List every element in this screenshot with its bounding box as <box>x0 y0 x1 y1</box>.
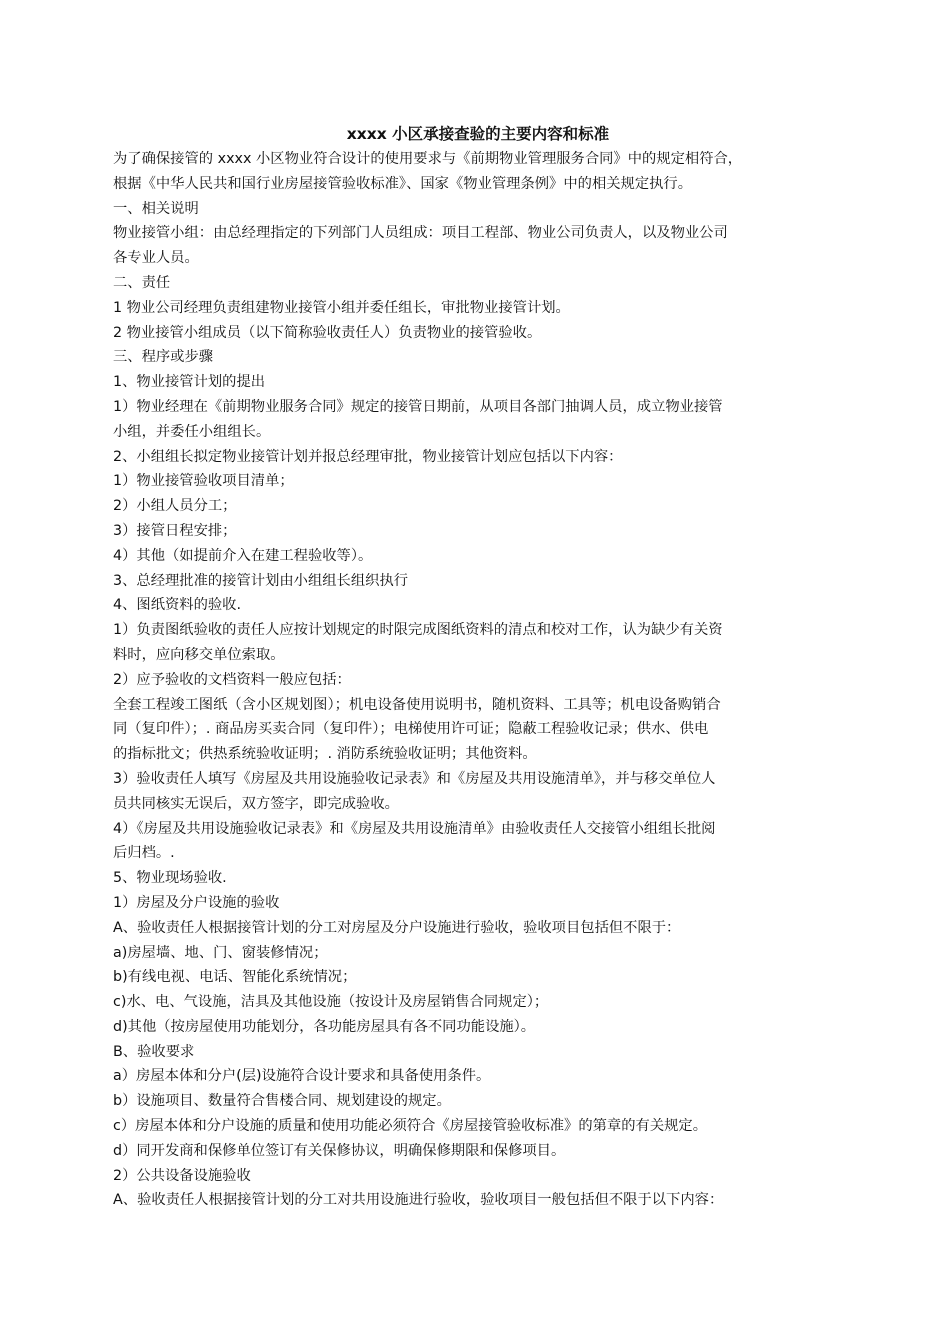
document-line: 1）物业经理在《前期物业服务合同》规定的接管日期前，从项目各部门抽调人员，成立物业接管 <box>113 398 723 415</box>
document-page <box>113 122 843 1213</box>
document-line: 2）应予验收的文档资料一般应包括： <box>113 671 351 688</box>
document-line: 同（复印件）；. 商品房买卖合同（复印件）；电梯使用许可证；隐蔽工程验收记录；供水、供电 <box>113 721 709 738</box>
document-line: 2）公共设备设施验收 <box>113 1167 251 1184</box>
document-line: 1 物业公司经理负责组建物业接管小组并委任组长，审批物业接管计划。 <box>113 299 570 316</box>
document-line: 为了确保接管的 xxxx 小区物业符合设计的使用要求与《前期物业管理服务合同》中的规定相符合， <box>113 151 743 167</box>
document-line: 二、责任 <box>113 274 171 291</box>
document-line: 1）房屋及分户设施的验收 <box>113 894 280 911</box>
document-line: c)水、电、气设施，洁具及其他设施（按设计及房屋销售合同规定）； <box>113 994 549 1011</box>
document-line: A、验收责任人根据接管计划的分工对共用设施进行验收，验收项目一般包括但不限于以下内容： <box>113 1192 724 1209</box>
document-title: xxxx 小区承接查验的主要内容和标准 <box>346 125 610 143</box>
document-line: 的指标批文；供热系统验收证明；. 消防系统验收证明；其他资料。 <box>113 746 537 763</box>
document-line: 3）接管日程安排； <box>113 522 237 539</box>
document-line: 2、小组组长拟定物业接管计划并报总经理审批，物业接管计划应包括以下内容： <box>113 448 623 465</box>
document-line: d）同开发商和保修单位签订有关保修协议，明确保修期限和保修项目。 <box>113 1142 566 1159</box>
document-line: 4）其他（如提前介入在建工程验收等）。 <box>113 547 373 564</box>
document-line: 3、总经理批准的接管计划由小组组长组织执行 <box>113 572 409 589</box>
document-line: 1）负责图纸验收的责任人应按计划规定的时限完成图纸资料的清点和校对工作，认为缺少有关资 <box>113 622 723 639</box>
document-line: 料时，应向移交单位索取。 <box>113 646 285 663</box>
document-line: b）设施项目、数量符合售楼合同、规划建设的规定。 <box>113 1093 451 1110</box>
document-line: 全套工程竣工图纸（含小区规划图）；机电设备使用说明书，随机资料、工具等；机电设备购销合 <box>113 696 721 713</box>
document-line: 4、图纸资料的验收. <box>113 597 242 614</box>
document-line: 根据《中华人民共和国行业房屋接管验收标准》、国家《物业管理条例》中的相关规定执行。 <box>113 175 693 192</box>
document-line: 三、程序或步骤 <box>113 349 214 366</box>
document-body <box>113 147 843 1213</box>
document-line: 后归档。. <box>113 845 175 862</box>
document-line: b)有线电视、电话、智能化系统情况； <box>113 969 357 986</box>
document-line: 小组，并委任小组组长。 <box>113 423 271 440</box>
document-line: a)房屋墙、地、门、窗装修情况； <box>113 944 328 961</box>
document-line: 物业接管小组：由总经理指定的下列部门人员组成：项目工程部、物业公司负责人，以及物业公司 <box>113 225 728 242</box>
document-line: B、验收要求 <box>113 1043 195 1060</box>
document-line: 各专业人员。 <box>113 250 199 267</box>
document-line: d)其他（按房屋使用功能划分，各功能房屋具有各不同功能设施）。 <box>113 1018 536 1035</box>
document-line: 2 物业接管小组成员（以下简称验收责任人）负责物业的接管验收。 <box>113 324 542 341</box>
document-line: 一、相关说明 <box>113 200 199 217</box>
document-line: 2）小组人员分工； <box>113 498 237 515</box>
document-line: 1）物业接管验收项目清单； <box>113 473 294 490</box>
document-line: c）房屋本体和分户设施的质量和使用功能必须符合《房屋接管验收标准》的第章的有关规定。 <box>113 1118 708 1135</box>
document-line: A、验收责任人根据接管计划的分工对房屋及分户设施进行验收，验收项目包括但不限于： <box>113 919 681 936</box>
document-line: 4）《房屋及共用设施验收记录表》和《房屋及共用设施清单》由验收责任人交接管小组组长批阅 <box>113 820 716 837</box>
document-line: 5、物业现场验收. <box>113 870 227 887</box>
document-line: a）房屋本体和分户(层)设施符合设计要求和具备使用条件。 <box>113 1068 491 1085</box>
document-line: 3）验收责任人填写《房屋及共用设施验收记录表》和《房屋及共用设施清单》，并与移交单位人 <box>113 770 716 787</box>
document-line: 员共同核实无误后，双方签字，即完成验收。 <box>113 795 399 812</box>
document-line: 1、物业接管计划的提出 <box>113 374 266 391</box>
